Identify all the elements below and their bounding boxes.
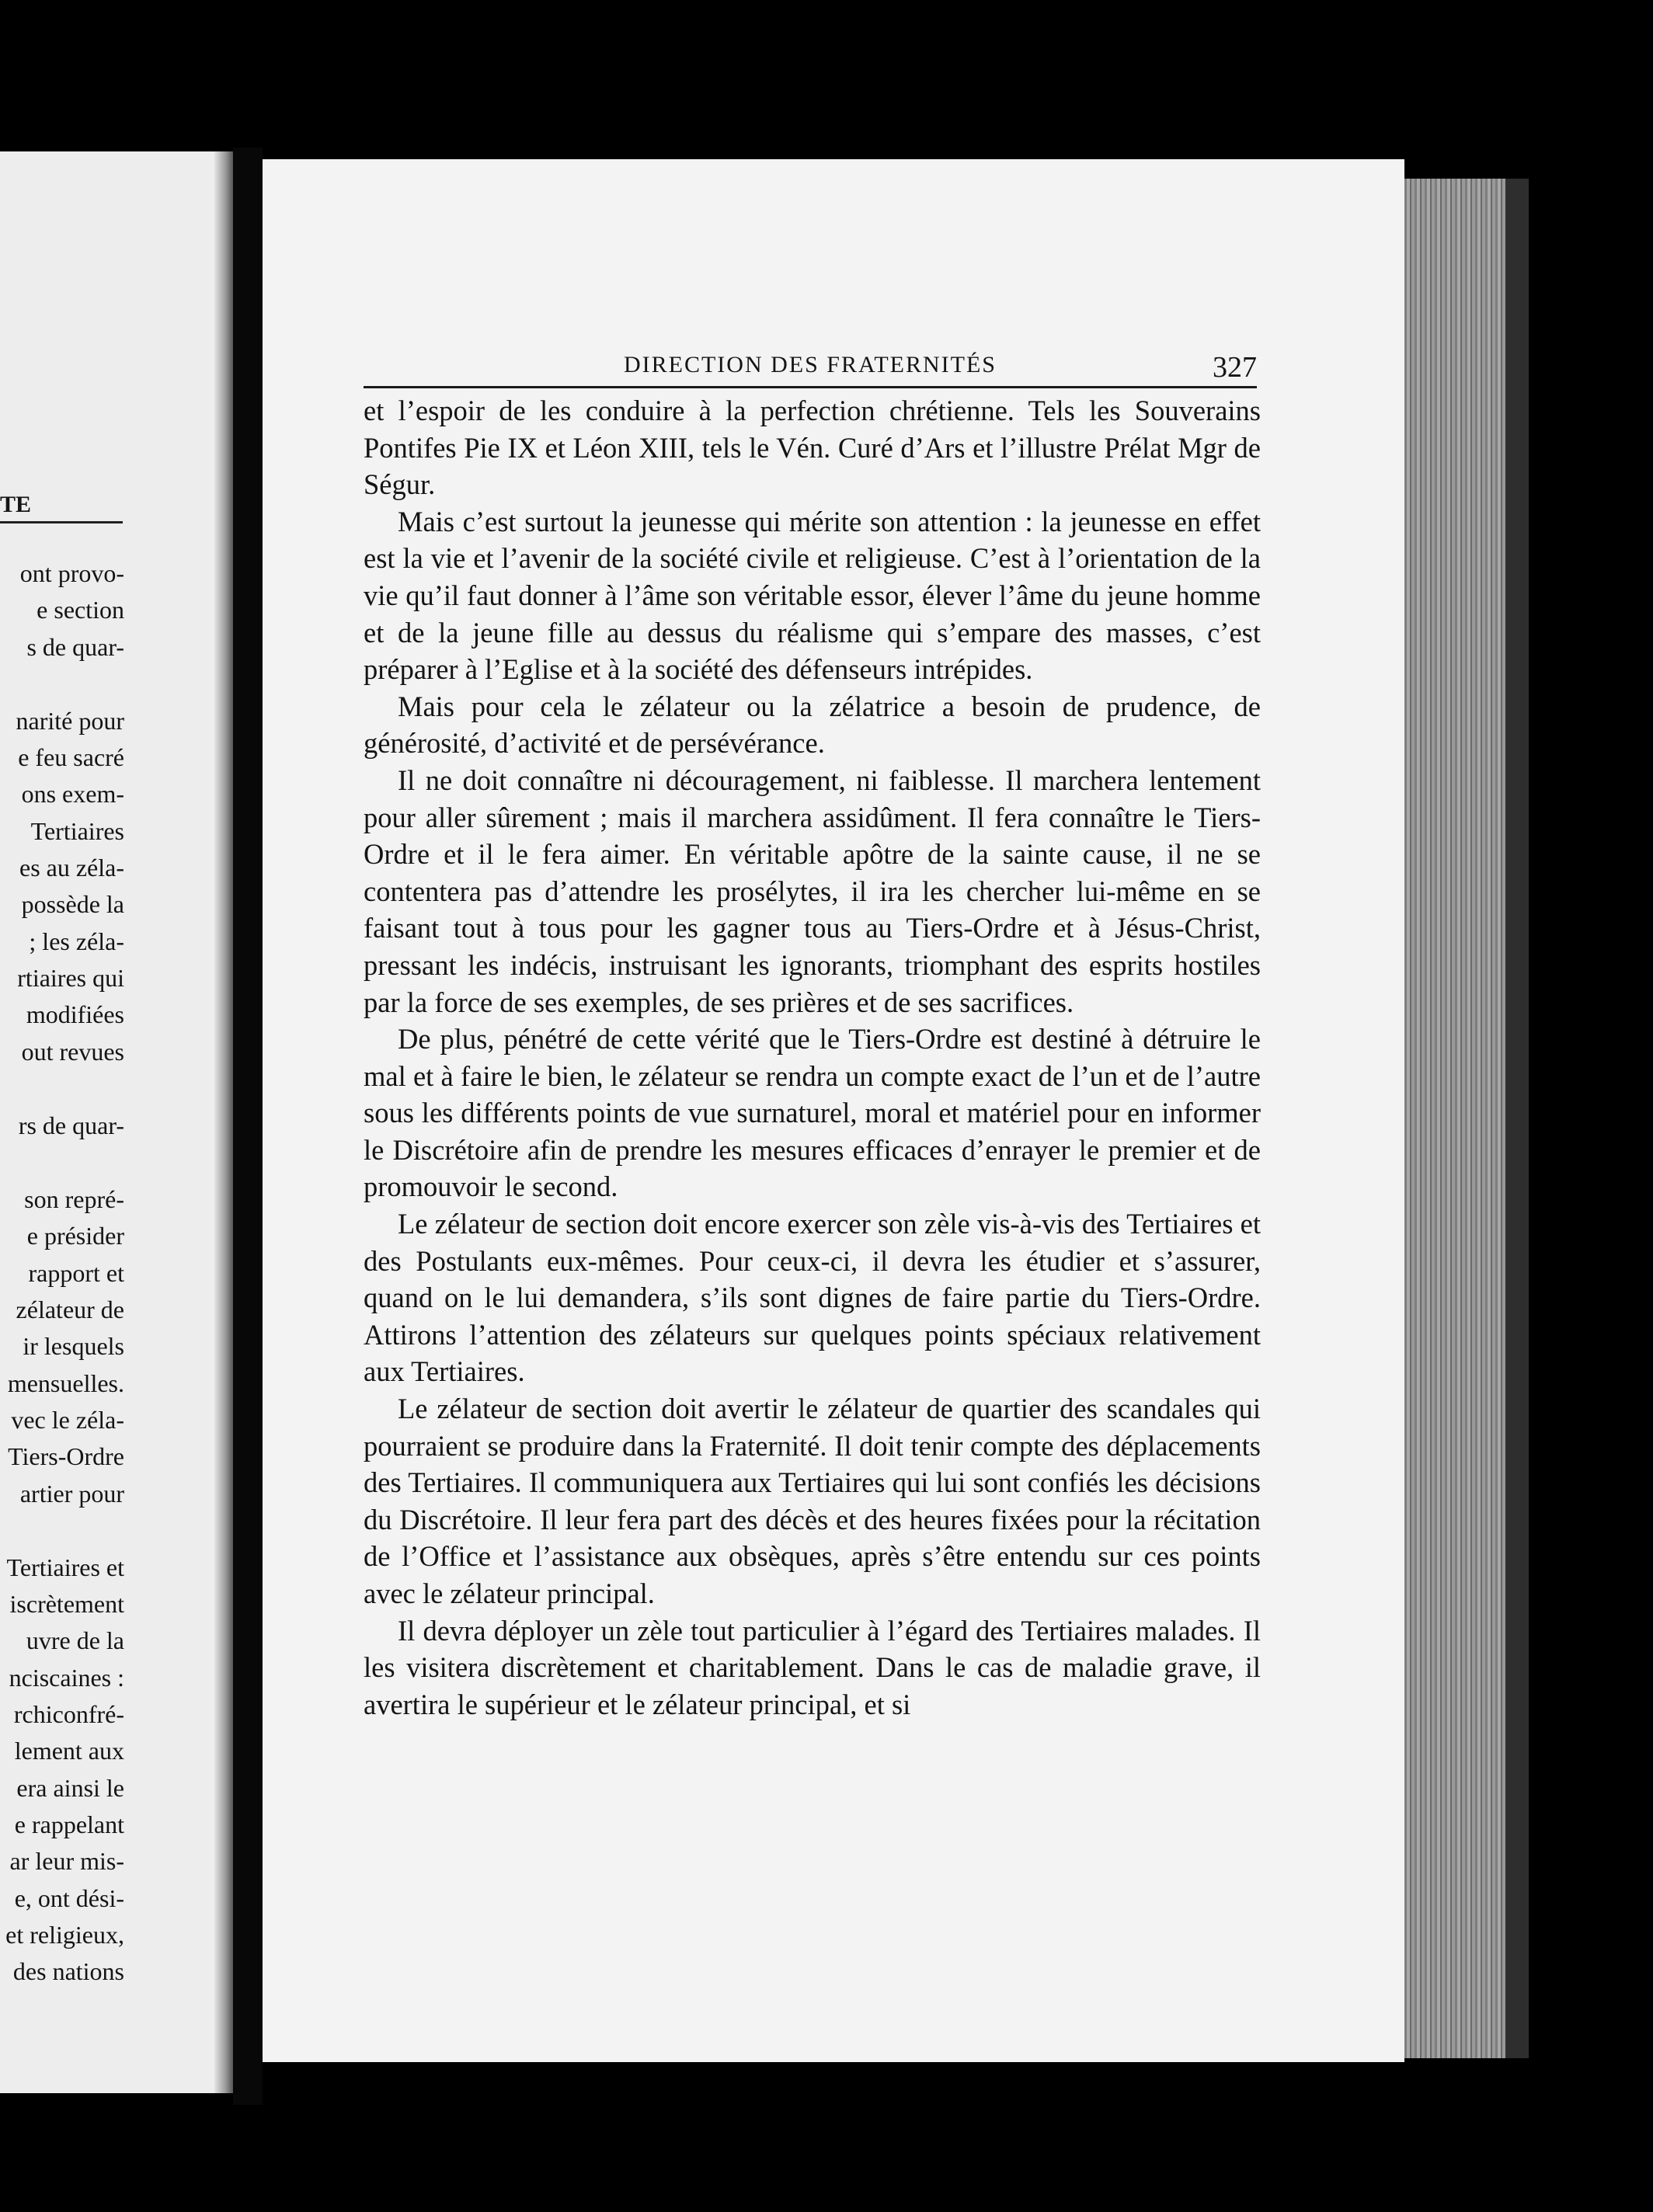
book-spine (233, 148, 263, 2105)
left-page-line: zélateur de (16, 1296, 124, 1324)
left-page-line: era ainsi le (16, 1773, 124, 1802)
left-page-line: rapport et (28, 1258, 124, 1287)
left-page-line: e présider (26, 1222, 124, 1250)
paragraph: Mais c’est surtout la jeunesse qui mérite son attention : la jeunesse en effet est la vie et l’avenir de la société civile et religieuse. C’est à l’orientation de la vie qu’il faut donner à l’âme son véritable essor, élever l’âme du jeune homme et de la jeune fille au dessus du réalisme qui s’empare des masses, c’est préparer à l’Eglise et à la société des défenseurs intrépides. (364, 505, 1261, 686)
left-page-line: possède la (21, 890, 124, 919)
paragraph: Mais pour cela le zélateur ou la zélatrice a besoin de prudence, de générosité, d’activité et de persévérance. (364, 690, 1261, 760)
paragraph: Le zélateur de section doit encore exercer son zèle vis-à-vis des Tertiaires et des Postulants eux-mêmes. Pour ceux-ci, il devra les étudier et s’assurer, quand on le lui demandera, s’ils sont dignes de faire partie du Tiers-Ordre. Attirons l’attention des zélateurs sur quelques points spéciaux relativement aux Tertiaires. (364, 1208, 1261, 1388)
left-page-line: e feu sacré (18, 743, 124, 772)
left-page-text (0, 555, 124, 1990)
left-page-line: ont provo- (19, 559, 124, 587)
left-page-line: uvre de la (26, 1626, 124, 1655)
left-page-line: rchiconfré- (13, 1700, 124, 1729)
left-page-line: Tertiaires (30, 816, 124, 845)
left-page-line: des nations (12, 1957, 124, 1986)
paragraph: et l’espoir de les conduire à la perfection chrétienne. Tels les Souverains Pontifes Pie IX et Léon XIII, tels le Vén. Curé d’Ars et l’illustre Prélat Mgr de Ségur. (364, 395, 1261, 501)
left-page-line: e section (37, 596, 124, 624)
left-page-line: narité pour (16, 706, 124, 735)
left-page-line: ; les zéla- (29, 927, 124, 955)
left-page (0, 151, 233, 2093)
left-page-line: et religieux, (5, 1920, 124, 1949)
running-title: DIRECTION DES FRATERNITÉS (623, 352, 997, 377)
paragraph: De plus, pénétré de cette vérité que le Tiers-Ordre est destiné à détruire le mal et à faire le bien, le zélateur se rendra un compte exact de l’un et de l’autre sous les différents points de vue surnaturel, moral et matériel pour en informer le Discrétoire afin de prendre les mesures efficaces d’enrayer le premier et de promouvoir le second. (364, 1023, 1261, 1203)
right-page (263, 159, 1404, 2062)
left-page-line: mensuelles. (7, 1369, 124, 1397)
left-page-line: artier pour (19, 1479, 124, 1508)
left-page-line: s de quar- (26, 632, 124, 661)
paragraph: Le zélateur de section doit avertir le zélateur de quartier des scandales qui pourraient se produire dans la Fraternité. Il doit tenir compte des déplacements des Tertiaires. Il communiquera aux Tertiaires qui lui sont confiés les décisions du Discrétoire. Il leur fera part des décès et des heures fixées pour la récitation de l’Office et l’assistance aux obsèques, après s’être entendu sur ces points avec le zélateur principal. (364, 1393, 1261, 1609)
left-page-line: rs de quar- (18, 1111, 124, 1139)
paragraph: Il ne doit connaître ni découragement, ni faiblesse. Il marchera lentement pour aller sûrement ; mais il marchera assidûment. Il fera connaître le Tiers-Ordre et il le fera aimer. En véritable apôtre de la sainte cause, il ne se contentera pas d’attendre les prosélytes, il ira les chercher lui-même en se faisant tout à tous pour les gagner tous au Tiers-Ordre et à Jésus-Christ, pressant les indécis, instruisant les ignorants, triomphant des esprits hostiles par la force de ses exemples, de ses prières et de ses sacrifices. (364, 763, 1261, 1018)
page-edges (1404, 179, 1529, 2058)
left-page-line: ir lesquels (23, 1332, 124, 1361)
left-page-line: ons exem- (21, 780, 124, 809)
left-page-line: iscrètement (9, 1590, 124, 1619)
left-page-line: es au zéla- (19, 854, 124, 882)
paragraph: Il devra déployer un zèle tout particulier à l’égard des Tertiaires malades. Il les visitera discrètement et charitablement. Dans le cas de maladie grave, il avertira le supérieur et le zélateur principal, et si (364, 1614, 1261, 1720)
left-page-line: modifiées (26, 1000, 124, 1029)
left-page-gutter (214, 151, 233, 2093)
left-page-line: nciscaines : (9, 1663, 124, 1692)
left-page-header: TE (0, 492, 123, 523)
left-page-line: ar leur mis- (9, 1847, 124, 1876)
left-page-line: lement aux (14, 1737, 124, 1765)
left-page-line: Tertiaires et (6, 1553, 124, 1581)
left-page-line: Tiers-Ordre (8, 1442, 124, 1471)
left-page-line: rtiaires qui (17, 963, 124, 992)
left-page-line: son repré- (24, 1185, 124, 1214)
left-page-line: vec le zéla- (11, 1405, 124, 1434)
running-head (364, 346, 1257, 388)
body-text (364, 392, 1261, 1723)
page-number: 327 (1213, 351, 1257, 384)
left-page-line: out revues (21, 1037, 124, 1066)
left-page-line: e, ont dési- (14, 1883, 124, 1912)
left-page-line: e rappelant (14, 1810, 124, 1838)
